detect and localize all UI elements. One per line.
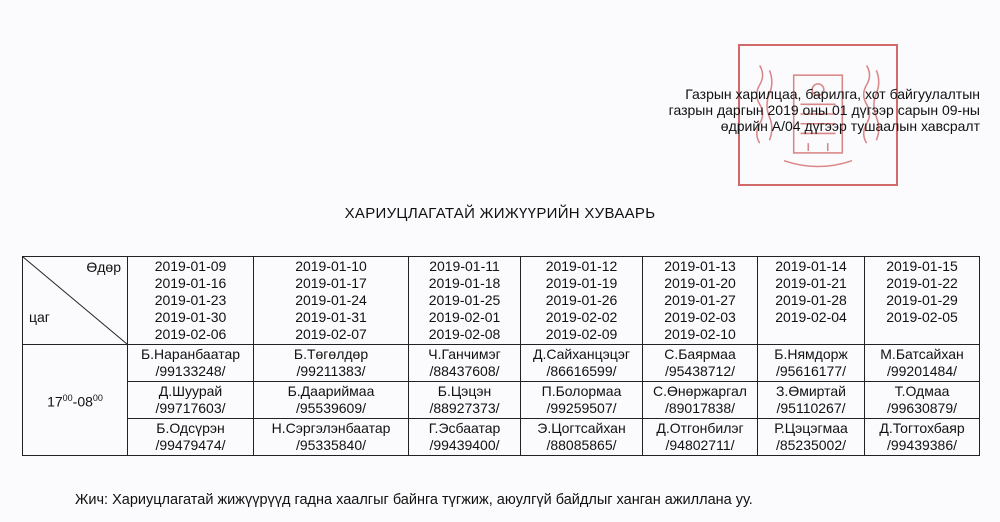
person-phone: /95539609/ — [295, 400, 367, 416]
date: 2019-01-09 — [154, 258, 227, 274]
person-phone: /88437608/ — [429, 363, 500, 379]
person-name: Н.Сэргэлэнбаатар — [271, 420, 391, 436]
duty-person-cell — [758, 419, 865, 456]
date: 2019-01-31 — [295, 309, 367, 325]
time-end-minutes: 00 — [92, 392, 103, 403]
person-phone: /94802711/ — [665, 437, 735, 453]
date: 2019-01-25 — [428, 292, 501, 308]
date: 2019-01-21 — [775, 275, 847, 291]
person-name: Д.Шуурай — [158, 383, 223, 399]
duty-person-cell — [128, 345, 254, 382]
person-phone: /99259507/ — [546, 400, 617, 416]
person-phone: /99630879/ — [886, 400, 958, 416]
day-label: Өдөр — [86, 259, 121, 275]
date: 2019-01-28 — [775, 292, 847, 308]
person-phone: /85235002/ — [775, 437, 847, 453]
person-name: Т.Одмаа — [894, 383, 950, 399]
duty-schedule-table — [22, 256, 980, 456]
date: 2019-01-23 — [154, 292, 227, 308]
date: 2019-02-04 — [775, 309, 847, 325]
duty-row — [23, 419, 980, 456]
person-name: З.Өмиртай — [775, 383, 847, 399]
person-name: Ч.Ганчимэг — [428, 346, 501, 362]
person-name: Д.Тогтохбаяр — [879, 420, 965, 436]
date: 2019-01-20 — [664, 275, 736, 291]
date: 2019-01-12 — [545, 258, 618, 274]
person-phone: /99439400/ — [429, 437, 500, 453]
duty-person-cell — [254, 419, 409, 456]
date: 2019-01-15 — [886, 258, 958, 274]
date: 2019-02-01 — [428, 309, 501, 325]
person-name: Г.Эсбаатар — [428, 420, 501, 436]
header-row — [23, 257, 980, 345]
duty-row — [23, 345, 980, 382]
date-column-header — [409, 257, 521, 345]
date: 2019-01-13 — [664, 258, 736, 274]
person-phone: /95438712/ — [664, 363, 736, 379]
person-name: Б.Төгөлдөр — [293, 346, 369, 362]
document-title: ХАРИУЦЛАГАТАЙ ЖИЖҮҮРИЙН ХУВААРЬ — [344, 205, 656, 222]
person-name: П.Болормаа — [541, 383, 622, 399]
person-phone: /99717603/ — [155, 400, 226, 416]
person-name: М.Батсайхан — [880, 346, 964, 362]
date: 2019-01-11 — [429, 258, 500, 274]
time-separator: - — [72, 393, 78, 410]
duty-person-cell — [643, 345, 758, 382]
person-phone: /99479474/ — [155, 437, 226, 453]
person-name: Д.Отгонбилэг — [656, 420, 744, 436]
date: 2019-01-30 — [154, 309, 227, 325]
time-range-cell — [23, 345, 128, 456]
duty-person-cell — [254, 345, 409, 382]
corner-header-cell — [23, 257, 128, 345]
person-phone: /99133248/ — [155, 363, 226, 379]
approval-note — [640, 86, 980, 134]
date: 2019-01-26 — [545, 292, 618, 308]
person-phone: /88085865/ — [546, 437, 617, 453]
date: 2019-01-29 — [886, 292, 958, 308]
date: 2019-01-10 — [295, 258, 367, 274]
duty-person-cell — [521, 345, 643, 382]
time-start-minutes: 00 — [62, 392, 73, 403]
approval-line: газрын даргын 2019 оны 01 дүгээр сарын 09-ны — [668, 102, 980, 118]
date: 2019-02-03 — [664, 309, 736, 325]
person-name: Б.Наранбаатар — [140, 346, 241, 362]
person-phone: /99211383/ — [296, 363, 366, 379]
person-name: Б.Даариймаа — [287, 383, 375, 399]
duty-person-cell — [254, 382, 409, 419]
person-phone: /99439386/ — [886, 437, 958, 453]
duty-person-cell — [128, 382, 254, 419]
duty-person-cell — [521, 419, 643, 456]
duty-person-cell — [643, 382, 758, 419]
duty-person-cell — [865, 419, 980, 456]
person-name: Д.Сайханцэцэг — [532, 346, 631, 362]
date: 2019-01-17 — [295, 275, 367, 291]
approval-line: өдрийн А/04 дүгээр тушаалын хавсралт — [720, 118, 980, 134]
date: 2019-01-19 — [545, 275, 618, 291]
duty-person-cell — [409, 382, 521, 419]
date-column-header — [521, 257, 643, 345]
date-column-header — [865, 257, 980, 345]
person-name: С.Өнөржаргал — [653, 383, 747, 399]
duty-person-cell — [865, 382, 980, 419]
person-phone: /99201484/ — [886, 363, 958, 379]
date: 2019-02-09 — [545, 326, 618, 342]
person-name: Б.Цэцэн — [437, 383, 492, 399]
duty-person-cell — [128, 419, 254, 456]
person-phone: /95616177/ — [775, 363, 847, 379]
person-phone: /89017838/ — [664, 400, 736, 416]
person-phone: /95110267/ — [776, 400, 846, 416]
time-start: 17 — [47, 393, 63, 410]
date-column-header — [254, 257, 409, 345]
date: 2019-01-16 — [154, 275, 227, 291]
person-name: Б.Нямдорж — [774, 346, 848, 362]
date: 2019-01-14 — [775, 258, 847, 274]
duty-person-cell — [758, 345, 865, 382]
duty-person-cell — [758, 382, 865, 419]
person-name: Б.Одсүрэн — [156, 420, 225, 436]
duty-person-cell — [409, 419, 521, 456]
approval-line: Газрын харилцаа, барилга, хот байгуулалтын — [685, 86, 980, 102]
person-phone: /86616599/ — [546, 363, 617, 379]
date: 2019-02-05 — [886, 309, 958, 325]
duty-person-cell — [521, 382, 643, 419]
duty-row — [23, 382, 980, 419]
time-label: цаг — [29, 309, 50, 325]
date: 2019-02-06 — [154, 326, 227, 342]
duty-person-cell — [865, 345, 980, 382]
person-name: С.Баярмаа — [664, 346, 736, 362]
person-name: Р.Цэцэгмаа — [774, 420, 848, 436]
date-column-header — [128, 257, 254, 345]
person-phone: /88927373/ — [429, 400, 500, 416]
date: 2019-02-08 — [428, 326, 501, 342]
time-end: 08 — [77, 393, 93, 410]
date: 2019-01-22 — [886, 275, 958, 291]
date: 2019-02-07 — [295, 326, 367, 342]
date: 2019-01-24 — [295, 292, 367, 308]
person-phone: /95335840/ — [295, 437, 367, 453]
date-column-header — [643, 257, 758, 345]
duty-person-cell — [643, 419, 758, 456]
duty-person-cell — [409, 345, 521, 382]
footnote: Жич: Хариуцлагатай жижүүрүүд гадна хаалгыг байнга түгжиж, аюулгүй байдлыг ханган ажиллана уу. — [75, 492, 753, 508]
date: 2019-01-27 — [664, 292, 736, 308]
date: 2019-02-02 — [545, 309, 618, 325]
date-column-header — [758, 257, 865, 345]
person-name: Э.Цогтсайхан — [537, 420, 626, 436]
date: 2019-02-10 — [664, 326, 736, 342]
date: 2019-01-18 — [428, 275, 501, 291]
